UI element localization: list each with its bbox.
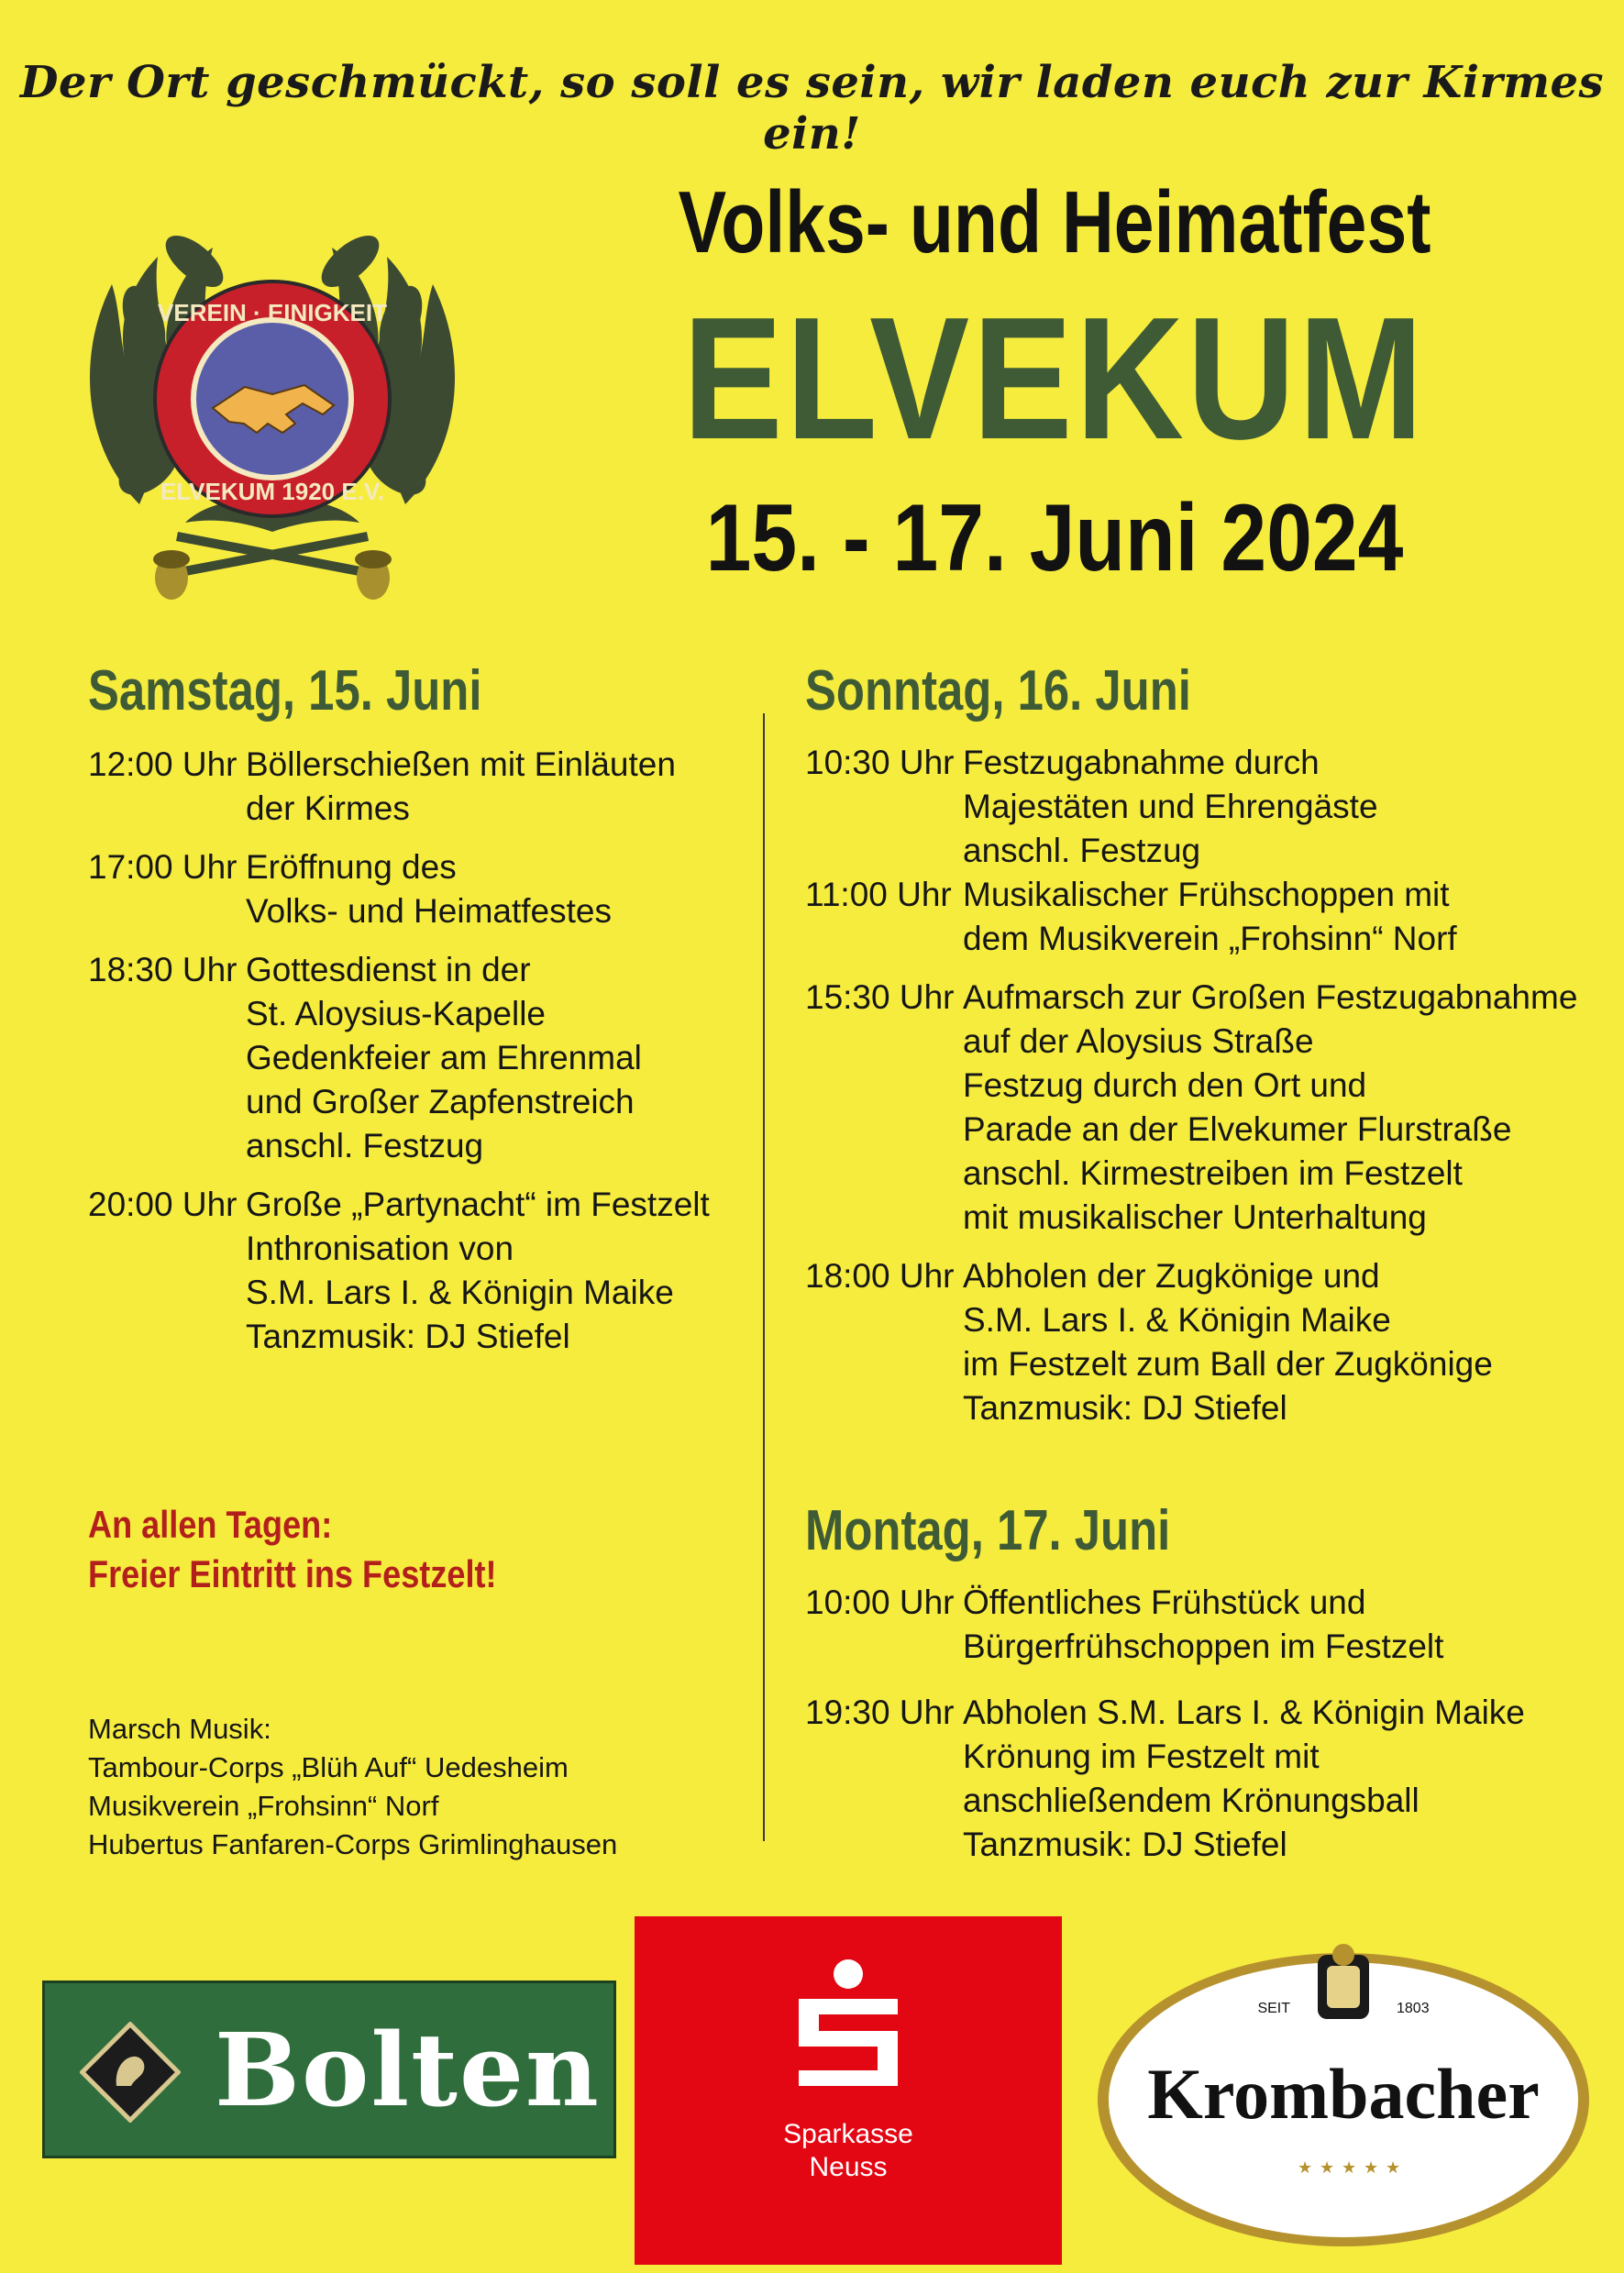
event-line: Tanzmusik: DJ Stiefel [246,1318,570,1355]
event-sun-1530 [805,976,1577,1240]
free-entry-notice [88,1500,563,1599]
event-mon-1000 [805,1581,1525,1669]
event-line: Festzug durch den Ort und [963,1066,1367,1104]
saturday-heading: Samstag, 15. Juni [88,659,482,723]
event-time: 12:00 Uhr [88,745,238,783]
sponsor-sparkasse [635,1916,1062,2265]
emblem-top-text: VEREIN · EINIGKEIT [158,299,387,326]
event-mon-1930 [805,1691,1525,1867]
notice-line: An allen Tagen: [88,1503,333,1546]
notice-line: Freier Eintritt ins Festzelt! [88,1552,497,1595]
event-time: 11:00 Uhr [805,876,952,913]
krombacher-crest-icon [1318,1944,1369,2019]
event-line: Abholen der Zugkönige und [963,1257,1380,1295]
sunday-schedule [805,741,1577,1430]
band-item: Musikverein „Frohsinn“ Norf [88,1790,439,1822]
event-time: 15:30 Uhr [805,978,955,1016]
event-line: der Kirmes [246,789,410,827]
event-sat-2000 [88,1183,710,1359]
sparkasse-s-icon [790,1958,907,2095]
event-line: im Festzelt zum Ball der Zugkönige [963,1345,1493,1383]
krombacher-year: 1803 [1397,2001,1430,2016]
saturday-schedule [88,743,710,1359]
event-sun-1030 [805,741,1577,873]
event-time: 20:00 Uhr [88,1186,238,1223]
krombacher-seit: SEIT [1257,2001,1290,2016]
title-elvekum: ELVEKUM [682,281,1427,476]
title-volks-und-heimatfest: Volks- und Heimatfest [678,173,1431,271]
svg-text:★: ★ [1386,2158,1401,2177]
band-item: Hubertus Fanfaren-Corps Grimlinghausen [88,1828,618,1860]
event-line: Große „Partynacht“ im Festzelt [246,1186,710,1223]
svg-text:★: ★ [1298,2158,1313,2177]
event-line: Musikalischer Frühschoppen mit [963,876,1450,913]
sparkasse-line: Sparkasse [783,2119,913,2149]
sponsor-krombacher [1087,1935,1600,2256]
event-line: Inthronisation von [246,1230,514,1267]
event-sun-1800 [805,1254,1577,1430]
monday-heading: Montag, 17. Juni [805,1499,1171,1562]
event-line: anschl. Festzug [963,832,1201,869]
sunday-heading: Sonntag, 16. Juni [805,659,1191,723]
emblem-bottom-text: ELVEKUM 1920 E.V. [160,478,385,505]
event-line: Eröffnung des [246,848,457,886]
event-line: Böllerschießen mit Einläuten [246,745,676,783]
event-line: Majestäten und Ehrengäste [963,788,1378,825]
event-line: auf der Aloysius Straße [963,1022,1314,1060]
event-line: S.M. Lars I. & Königin Maike [963,1301,1391,1339]
event-line: Volks- und Heimatfestes [246,892,612,930]
event-line: S.M. Lars I. & Königin Maike [246,1274,674,1311]
slogan: Der Ort geschmückt, so soll es sein, wir laden euch zur Kirmes ein! [19,57,1605,160]
event-line: Bürgerfrühschoppen im Festzelt [963,1628,1444,1665]
event-line: Tanzmusik: DJ Stiefel [963,1826,1287,1863]
bolten-emblem-icon [80,2022,181,2123]
sponsor-bolten [42,1981,616,2158]
event-time: 10:00 Uhr [805,1583,955,1621]
event-time: 18:30 Uhr [88,951,238,988]
svg-text:★: ★ [1320,2158,1335,2177]
event-line: Gedenkfeier am Ehrenmal [246,1039,642,1076]
bolten-wordmark: Bolten [215,2011,601,2129]
club-emblem-icon [75,174,470,614]
event-line: Festzugabnahme durch [963,744,1320,781]
event-sat-1200 [88,743,710,831]
title-dates: 15. - 17. Juni 2024 [705,485,1404,591]
event-line: anschl. Festzug [246,1127,484,1164]
sparkasse-label [635,2118,1062,2184]
music-heading: Marsch Musik: [88,1713,271,1745]
event-time: 19:30 Uhr [805,1694,955,1731]
svg-text:★: ★ [1364,2158,1379,2177]
monday-schedule [805,1581,1525,1867]
event-time: 18:00 Uhr [805,1257,955,1295]
sparkasse-line: Neuss [809,2152,888,2182]
event-line: anschl. Kirmestreiben im Festzelt [963,1154,1463,1192]
event-sat-1830 [88,948,710,1168]
event-line: anschließendem Krönungsball [963,1782,1420,1819]
event-time: 10:30 Uhr [805,744,955,781]
event-line: Aufmarsch zur Großen Festzugabnahme [963,978,1578,1016]
krombacher-wordmark: Krombacher [1147,2054,1540,2134]
svg-text:★: ★ [1342,2158,1357,2177]
event-time: 17:00 Uhr [88,848,238,886]
event-line: Parade an der Elvekumer Flurstraße [963,1110,1512,1148]
event-line: Gottesdienst in der [246,951,531,988]
march-music [88,1710,617,1864]
event-line: Tanzmusik: DJ Stiefel [963,1389,1287,1427]
event-line: Krönung im Festzelt mit [963,1738,1320,1775]
event-line: mit musikalischer Unterhaltung [963,1198,1427,1236]
event-line: Abholen S.M. Lars I. & Königin Maike [963,1694,1525,1731]
event-line: St. Aloysius-Kapelle [246,995,547,1032]
event-line: dem Musikverein „Frohsinn“ Norf [963,920,1457,957]
event-line: Öffentliches Frühstück und [963,1583,1366,1621]
event-sun-1100 [805,873,1577,961]
column-divider [763,713,765,1841]
event-sat-1700 [88,845,710,933]
band-item: Tambour-Corps „Blüh Auf“ Uedesheim [88,1751,569,1783]
event-line: und Großer Zapfenstreich [246,1083,635,1120]
